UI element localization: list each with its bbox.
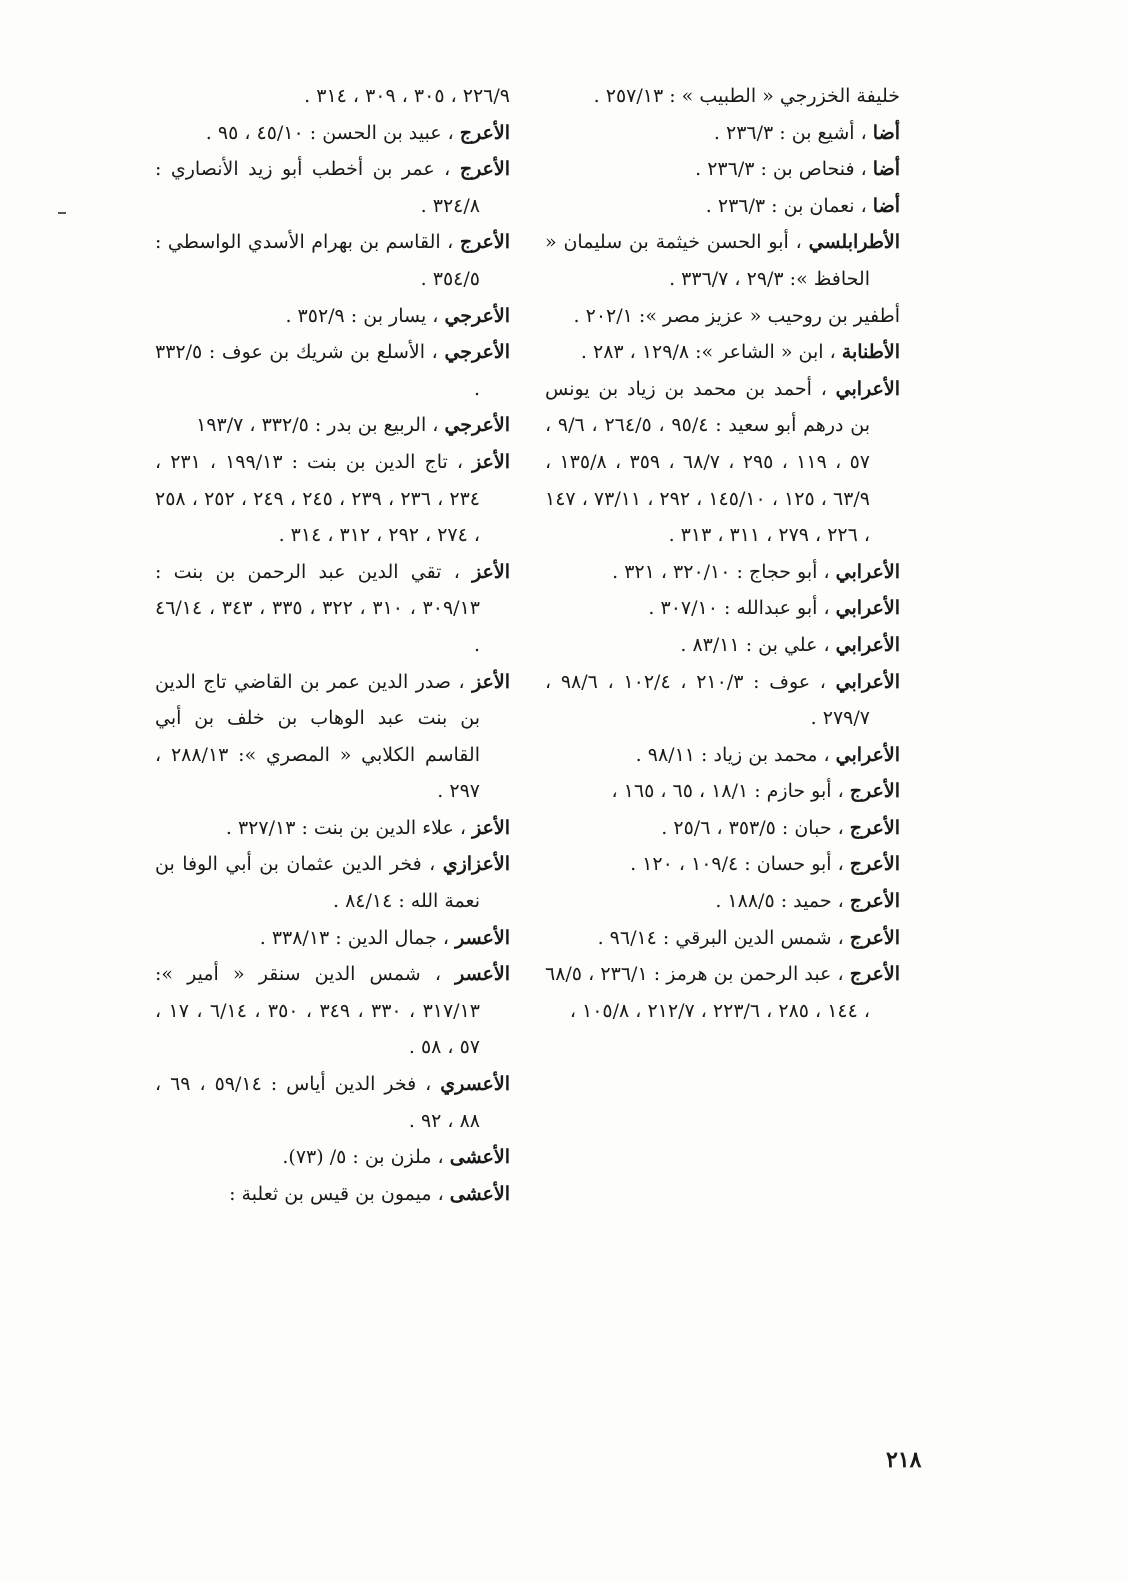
index-entry: الأعشى ، ميمون بن قيس بن ثعلبة :: [229, 1182, 510, 1205]
index-entry: الأعرج ، عمر بن أخطب أبو زيد الأنصاري : ٣٢٤/٨ .: [155, 158, 511, 217]
index-entry: الأعرج ، عبد الرحمن بن هرمز : ٢٣٦/١ ، ٦٨/٥ ، ١٤٤ ، ٢٨٥ ، ٢٢٣/٦ ، ٢١٢/٧ ، ١٠٥/٨ ،: [545, 963, 900, 1022]
index-entry: أضا ، فنحاص بن : ٢٣٦/٣ .: [695, 158, 900, 181]
page-number: ٢١٨: [886, 1447, 922, 1473]
index-entry: الأعرج ، أبو حازم : ١٨/١ ، ٦٥ ، ١٦٥ ،: [611, 780, 900, 803]
index-entry: الأعرابي ، محمد بن زياد : ٩٨/١١ .: [635, 743, 900, 766]
index-entry: الأعرج ، أبو حسان : ١٠٩/٤ ، ١٢٠ .: [630, 853, 900, 876]
index-entry: أضا ، أشيع بن : ٢٣٦/٣ .: [713, 121, 900, 144]
index-entry: الأعرابي ، أحمد بن محمد بن زياد بن يونس بن درهم أبو سعيد : ٩٥/٤ ، ٢٦٤/٥ ، ٩/٦ ، ٥٧ ، ١١٩ ، ٢٩٥ ، ٦٨/٧ ، ٣٥٩ ، ١٣٥/٨ ، ٦٣/٩ ، ١٢٥ ، ١٤٥/١٠ ، ٢٩٢ ، ٧٣/١١ ، ١٤٧ ، ٢٢٦ ، ٢٧٩ ، ٣١١ ، ٣١٣ .: [545, 377, 900, 547]
index-entry: الأعرجي ، الربيع بن بدر : ٣٣٢/٥ ، ١٩٣/٧: [196, 414, 510, 437]
index-entry: الأعز ، صدر الدين عمر بن القاضي تاج الدين بن بنت عبد الوهاب بن خلف بن أبي القاسم الكلابي « المصري »: ٢٨٨/١٣ ، ٢٩٧ .: [155, 670, 510, 803]
index-entry: الأعرج ، القاسم بن بهرام الأسدي الواسطي : ٣٥٤/٥ .: [155, 231, 511, 290]
index-entry: الأعزازي ، فخر الدين عثمان بن أبي الوفا بن نعمة الله : ٨٤/١٤ .: [155, 853, 510, 913]
index-entry: الأعرجي ، الأسلع بن شريك بن عوف : ٣٣٢/٥ .: [155, 341, 510, 400]
scan-speck: [58, 212, 66, 214]
right-column: [545, 78, 900, 1029]
index-entry: الأعرج ، حبان : ٣٥٣/٥ ، ٢٥/٦ .: [661, 816, 900, 839]
index-entry: خليفة الخزرجي « الطبيب » : ٢٥٧/١٣ .: [593, 85, 900, 107]
index-entry: ٢٢٦/٩ ، ٣٠٥ ، ٣٠٩ ، ٣١٤ .: [304, 85, 510, 107]
left-column: [155, 78, 510, 1212]
index-entry: الأعرج ، شمس الدين البرقي : ٩٦/١٤ .: [597, 926, 900, 949]
index-entry: الأعشى ، ملزن بن : ٥/ (٧٣).: [282, 1146, 510, 1169]
index-entry: الأعز ، تقي الدين عبد الرحمن بن بنت : ٣٠٩/١٣ ، ٣١٠ ، ٣٢٢ ، ٣٣٥ ، ٣٤٣ ، ٤٦/١٤ .: [155, 560, 510, 656]
index-entry: الأعرابي ، علي بن : ٨٣/١١ .: [680, 633, 900, 656]
index-entry: الأطرابلسي ، أبو الحسن خيثمة بن سليمان « الحافظ »: ٢٩/٣ ، ٣٣٦/٧ .: [545, 231, 900, 290]
index-entry: أطفير بن روحيب « عزيز مصر »: ٢٠٢/١ .: [573, 304, 900, 327]
index-entry: الأعز ، تاج الدين بن بنت : ١٩٩/١٣ ، ٢٣١ ، ٢٣٤ ، ٢٣٦ ، ٢٣٩ ، ٢٤٥ ، ٢٤٩ ، ٢٥٢ ، ٢٥٨ ، ٢٧٤ ، ٢٩٢ ، ٣١٢ ، ٣١٤ .: [155, 450, 510, 547]
index-entry: الأطنابة ، ابن « الشاعر »: ١٢٩/٨ ، ٢٨٣ .: [580, 341, 900, 364]
index-entry: الأعرجي ، يسار بن : ٣٥٢/٩ .: [285, 304, 510, 327]
index-entry: الأعرج ، حميد : ١٨٨/٥ .: [715, 890, 900, 913]
index-entry: الأعز ، علاء الدين بن بنت : ٣٢٧/١٣ .: [225, 816, 510, 839]
index-entry: الأعرج ، عبيد بن الحسن : ٤٥/١٠ ، ٩٥ .: [205, 121, 510, 144]
index-entry: الأعسري ، فخر الدين أياس : ٥٩/١٤ ، ٦٩ ، ٨٨ ، ٩٢ .: [155, 1073, 511, 1132]
index-entry: الأعرابي ، أبو حجاج : ٣٢٠/١٠ ، ٣٢١ .: [612, 560, 900, 583]
index-entry: الأعرابي ، عوف : ٢١٠/٣ ، ١٠٢/٤ ، ٩٨/٦ ، ٢٧٩/٧ .: [545, 670, 900, 730]
index-entry: الأعرابي ، أبو عبدالله : ٣٠٧/١٠ .: [648, 597, 900, 620]
index-entry: الأعسر ، جمال الدين : ٣٣٨/١٣ .: [259, 926, 510, 949]
index-entry: أضا ، نعمان بن : ٢٣٦/٣ .: [705, 194, 900, 217]
index-entry: الأعسر ، شمس الدين سنقر « أمير »: ٣١٧/١٣ ، ٣٣٠ ، ٣٤٩ ، ٣٥٠ ، ٦/١٤ ، ١٧ ، ٥٧ ، ٥٨ .: [155, 963, 510, 1059]
